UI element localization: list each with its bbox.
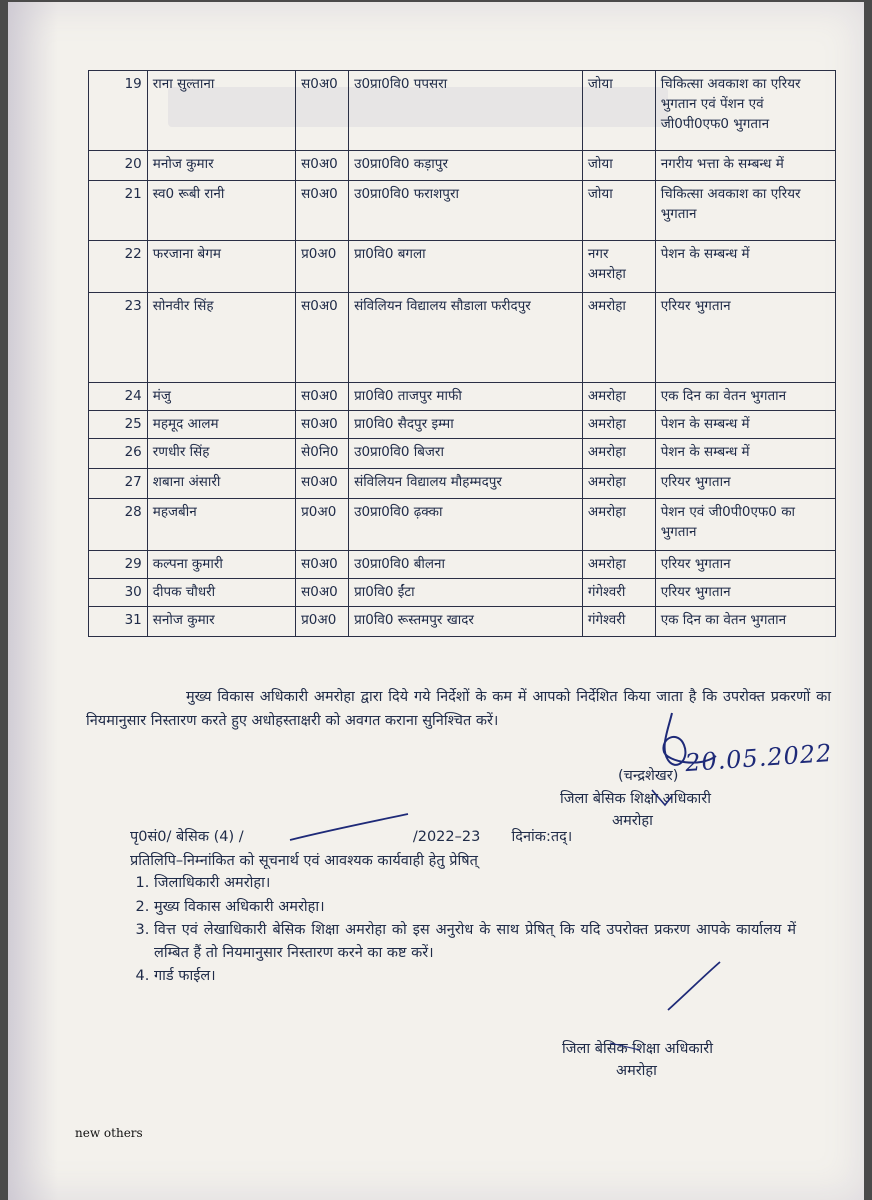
cell-school: संविलियन विद्यालय मौहम्मदपुर — [349, 469, 583, 499]
cell-subject: एक दिन का वेतन भुगतान — [655, 383, 835, 411]
cell-name: फरजाना बेगम — [147, 241, 295, 293]
cell-subject: चिकित्सा अवकाश का एरियर भुगतान — [655, 181, 835, 241]
cell-designation: स0अ0 — [296, 151, 349, 181]
cell-sn: 21 — [89, 181, 148, 241]
officer-title: जिला बेसिक शिक्षा अधिकारी — [560, 791, 711, 807]
cell-subject: चिकित्सा अवकाश का एरियर भुगतान एवं पेंशन एवं जी0पी0एफ0 भुगतान — [655, 71, 835, 151]
cell-block: गंगेश्वरी — [582, 607, 655, 637]
cell-designation: प्र0अ0 — [296, 607, 349, 637]
cell-sn: 27 — [89, 469, 148, 499]
cell-block: अमरोहा — [582, 551, 655, 579]
cell-sn: 19 — [89, 71, 148, 151]
cell-school: प्रा0वि0 ताजपुर माफी — [349, 383, 583, 411]
cell-school: उ0प्रा0वि0 ढ़क्का — [349, 499, 583, 551]
officer-title-2: जिला बेसिक शिक्षा अधिकारी — [562, 1041, 713, 1057]
copy-to-item: 3. वित्त एवं लेखाधिकारी बेसिक शिक्षा अमरोहा को इस अनुरोध के साथ प्रेषित् कि यदि उपरोक्त प्रकरण आपके कार्यालय में लम्बित हैं तो नियमानुसार निस्तारण करने का कष्ट करें। — [154, 919, 796, 964]
handwritten-date: 20.05.2022 — [684, 738, 834, 778]
cell-subject: पेशन के सम्बन्ध में — [655, 439, 835, 469]
officer-name: (चन्द्रशेखर) — [618, 768, 679, 784]
cell-subject: नगरीय भत्ता के सम्बन्ध में — [655, 151, 835, 181]
cell-sn: 20 — [89, 151, 148, 181]
cell-block: जोया — [582, 151, 655, 181]
signature-scrawl — [663, 713, 716, 765]
cell-sn: 23 — [89, 293, 148, 383]
footer-note: new others — [75, 1126, 143, 1140]
cell-name: सोनवीर सिंह — [147, 293, 295, 383]
cell-designation: प्र0अ0 — [296, 499, 349, 551]
cell-designation: स0अ0 — [296, 181, 349, 241]
reference-prefix: पृ0सं0/ बेसिक (4) / — [130, 829, 244, 845]
cell-name: कल्पना कुमारी — [147, 551, 295, 579]
cell-block: अमरोहा — [582, 439, 655, 469]
cell-subject: एक दिन का वेतन भुगतान — [655, 607, 835, 637]
cell-sn: 25 — [89, 411, 148, 439]
copy-to-item: 4. गार्ड फाईल। — [154, 965, 796, 988]
reference-pen-stroke — [290, 814, 408, 840]
reference-date: दिनांक:तद्। — [511, 829, 573, 845]
cell-name: दीपक चौधरी — [147, 579, 295, 607]
cell-school: उ0प्रा0वि0 कड़ापुर — [349, 151, 583, 181]
cell-designation: स0अ0 — [296, 293, 349, 383]
cell-block: जोया — [582, 71, 655, 151]
cell-block: अमरोहा — [582, 499, 655, 551]
cell-designation: स0अ0 — [296, 469, 349, 499]
signature-tick — [652, 790, 672, 805]
cell-school: संविलियन विद्यालय सौडाला फरीदपुर — [349, 293, 583, 383]
officer-place: अमरोहा — [612, 813, 653, 829]
cell-name: सनोज कुमार — [147, 607, 295, 637]
instruction-text: मुख्य विकास अधिकारी अमरोहा द्वारा दिये गये निर्देशों के कम में आपको निर्देशित किया जाता है कि उपरोक्त प्रकरणों का नियमानुसार निस्तारण करते हुए अधोहस्ताक्षरी को अवगत कराना सुनिश्चित करें। — [86, 689, 831, 729]
cell-subject: एरियर भुगतान — [655, 551, 835, 579]
cell-designation: स0अ0 — [296, 551, 349, 579]
cell-subject: पेशन के सम्बन्ध में — [655, 241, 835, 293]
cell-designation: स0अ0 — [296, 411, 349, 439]
cell-subject: एरियर भुगतान — [655, 469, 835, 499]
cell-designation: स0अ0 — [296, 383, 349, 411]
cell-school: उ0प्रा0वि0 फराशपुरा — [349, 181, 583, 241]
cell-subject: एरियर भुगतान — [655, 293, 835, 383]
cell-sn: 24 — [89, 383, 148, 411]
cell-sn: 31 — [89, 607, 148, 637]
officer-place-2: अमरोहा — [616, 1063, 657, 1079]
copy-to-heading: प्रतिलिपि–निम्नांकित को सूचनार्थ एवं आवश्यक कार्यवाही हेतु प्रेषित् — [130, 853, 478, 869]
cell-block: अमरोहा — [582, 411, 655, 439]
cell-sn: 30 — [89, 579, 148, 607]
cell-name: रणधीर सिंह — [147, 439, 295, 469]
cell-school: उ0प्रा0वि0 बीलना — [349, 551, 583, 579]
cell-name: राना सुल्ताना — [147, 71, 295, 151]
cell-block: अमरोहा — [582, 383, 655, 411]
cell-name: महजबीन — [147, 499, 295, 551]
cell-block: अमरोहा — [582, 293, 655, 383]
cell-school: प्रा0वि0 ईंटा — [349, 579, 583, 607]
cell-subject: पेशन एवं जी0पी0एफ0 का भुगतान — [655, 499, 835, 551]
cell-name: महमूद आलम — [147, 411, 295, 439]
cell-subject: एरियर भुगतान — [655, 579, 835, 607]
cell-block: नगर अमरोहा — [582, 241, 655, 293]
cell-designation: स0अ0 — [296, 579, 349, 607]
copy-to-item: 1. जिलाधिकारी अमरोहा। — [154, 872, 796, 895]
cell-school: उ0प्रा0वि0 पपसरा — [349, 71, 583, 151]
cell-sn: 22 — [89, 241, 148, 293]
cell-name: स्व0 रूबी रानी — [147, 181, 295, 241]
cell-school: प्रा0वि0 बगला — [349, 241, 583, 293]
reference-year: /2022–23 — [412, 829, 481, 845]
second-signature-stroke — [668, 962, 720, 1010]
cell-block: जोया — [582, 181, 655, 241]
cell-name: मंजु — [147, 383, 295, 411]
cell-sn: 29 — [89, 551, 148, 579]
cell-school: प्रा0वि0 सैदपुर इम्मा — [349, 411, 583, 439]
cell-designation: प्र0अ0 — [296, 241, 349, 293]
copy-to-item: 2. मुख्य विकास अधिकारी अमरोहा। — [154, 896, 796, 919]
cell-block: अमरोहा — [582, 469, 655, 499]
cell-school: उ0प्रा0वि0 बिजरा — [349, 439, 583, 469]
cell-name: मनोज कुमार — [147, 151, 295, 181]
cell-subject: पेशन के सम्बन्ध में — [655, 411, 835, 439]
cell-school: प्रा0वि0 रूस्तमपुर खादर — [349, 607, 583, 637]
margin-arrow-mark — [610, 1043, 640, 1050]
cell-name: शबाना अंसारी — [147, 469, 295, 499]
cell-sn: 26 — [89, 439, 148, 469]
cell-sn: 28 — [89, 499, 148, 551]
cell-block: गंगेश्वरी — [582, 579, 655, 607]
cell-designation: से0नि0 — [296, 439, 349, 469]
cell-designation: स0अ0 — [296, 71, 349, 151]
